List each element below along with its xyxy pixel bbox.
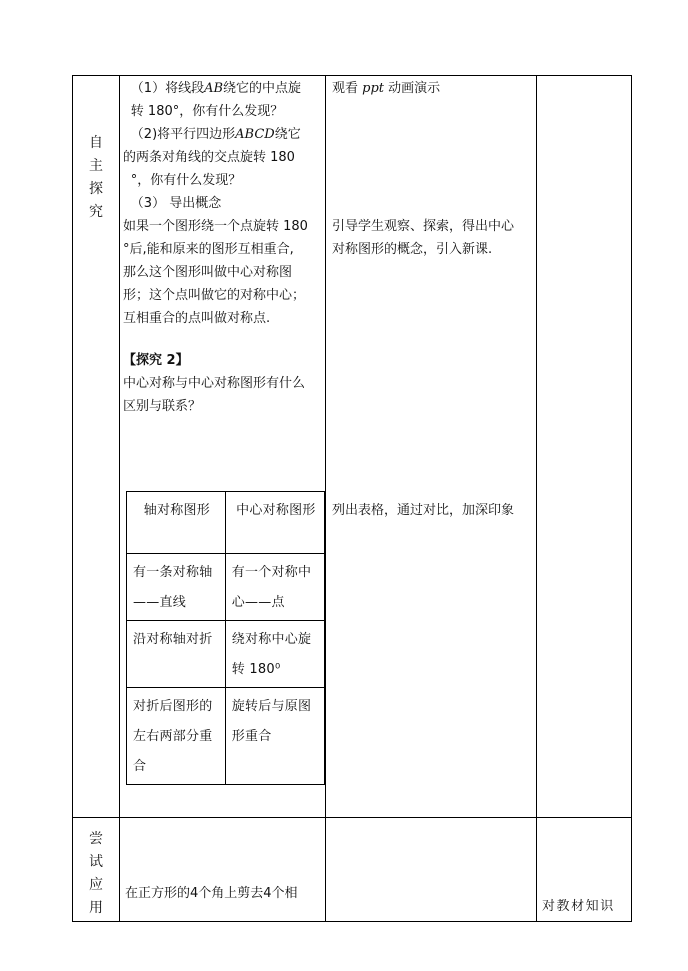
- note-guide-line2: 对称图形的概念，引入新课.: [332, 242, 493, 257]
- try-apply-problem: 在正方形的4个角上剪去4个相: [125, 886, 298, 901]
- explore2-title: 【探究 2】: [123, 353, 189, 368]
- header-central-symmetry: 中心对称图形: [225, 492, 324, 554]
- text: AB: [204, 81, 224, 96]
- concept-line2: °后,能和原来的图形互相重合,: [123, 242, 294, 257]
- label-char: 试: [89, 854, 103, 870]
- text: （1）将线段: [130, 81, 205, 96]
- table-cell: 沿对称轴对折: [127, 621, 226, 688]
- table-cell: 有一条对称轴——直线: [127, 554, 226, 621]
- label-char: 尝: [89, 831, 103, 847]
- table-cell: 绕对称中心旋转 180⁰: [225, 621, 324, 688]
- text: 绕它: [274, 127, 301, 142]
- remarks-cell: [537, 818, 632, 922]
- table-cell: 对折后图形的左右两部分重合: [127, 688, 226, 785]
- label-char: 用: [89, 900, 103, 916]
- comparison-header-row: [127, 492, 325, 554]
- explore2-question-line1: 中心对称与中心对称图形有什么: [123, 376, 306, 391]
- section-label-try-apply: [73, 818, 119, 920]
- table-row: [127, 554, 325, 621]
- table-cell: 有一个对称中心——点: [225, 554, 324, 621]
- step2-line2: 的两条对角线的交点旋转 180: [123, 150, 295, 165]
- section-label-cell: [73, 76, 120, 818]
- text: ABCD: [235, 127, 275, 142]
- table-row: [127, 688, 325, 785]
- section-label-cell: [73, 818, 120, 922]
- note-ppt-demo: [332, 77, 532, 100]
- text: 观看: [332, 81, 363, 96]
- step3-line: （3） 导出概念: [130, 196, 222, 211]
- step1-line2: 转 180°，你有什么发现？: [130, 104, 284, 119]
- label-char: 探: [89, 181, 103, 197]
- header-axial-symmetry: 轴对称图形: [127, 492, 226, 554]
- text: 绕它的中点旋: [223, 81, 302, 96]
- text: ppt: [362, 81, 385, 96]
- step1-line1: [123, 77, 323, 100]
- note-guide-line1: 引导学生观察、探索，得出中心: [332, 219, 515, 234]
- teaching-content-cell: [120, 818, 326, 922]
- design-intent-cell: [326, 818, 537, 922]
- teaching-content-cell: [120, 76, 326, 818]
- text: 动画演示: [384, 81, 441, 96]
- row-try-apply: [73, 818, 632, 922]
- label-char: 究: [89, 204, 103, 220]
- concept-line4: 形；这个点叫做它的对称中心；: [123, 288, 306, 303]
- design-intent-cell: [326, 76, 537, 818]
- row-self-exploration: [73, 76, 632, 818]
- label-char: 主: [89, 158, 103, 174]
- remark-text: 对教材知识: [542, 899, 615, 914]
- concept-line5: 互相重合的点叫做对称点.: [123, 311, 271, 326]
- table-row: [127, 621, 325, 688]
- text: （2)将平行四边形: [130, 127, 236, 142]
- concept-line3: 那么这个图形叫做中心对称图: [123, 265, 293, 280]
- note-table-compare: 列出表格，通过对比，加深印象: [332, 503, 515, 518]
- explore2-question-line2: 区别与联系？: [123, 399, 202, 414]
- label-char: 自: [89, 135, 103, 151]
- table-cell: 旋转后与原图形重合: [225, 688, 324, 785]
- comparison-table: [126, 491, 325, 785]
- step2-line1: [123, 123, 323, 146]
- remarks-cell: [537, 76, 632, 818]
- label-char: 应: [89, 877, 103, 893]
- section-label-self-exploration: [73, 76, 119, 224]
- concept-line1: 如果一个图形绕一个点旋转 180: [123, 219, 308, 234]
- step2-line3: °，你有什么发现？: [130, 173, 242, 188]
- lesson-plan-table: [72, 75, 632, 922]
